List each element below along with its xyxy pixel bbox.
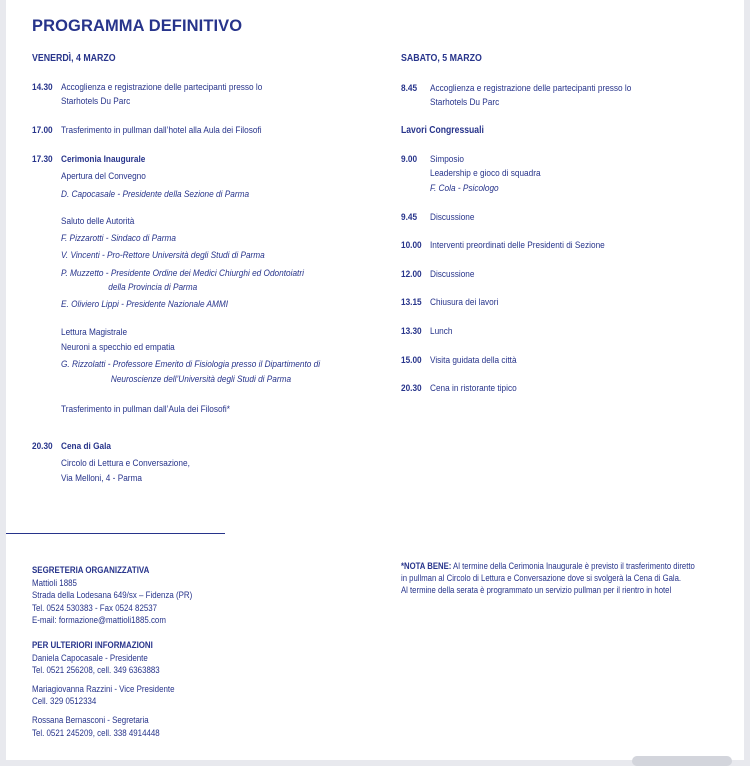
entry-title: Cena di Gala — [61, 441, 111, 452]
nota-bene — [401, 560, 695, 596]
phone-fax: Tel. 0524 530383 - Fax 0524 82537 — [32, 602, 158, 613]
entry-text: Simposio — [430, 154, 464, 165]
note-label: *NOTA BENE: — [401, 561, 452, 571]
speaker: P. Muzzetto - Presidente Ordine dei Medici Chiurghi ed Odontoiatri — [61, 267, 304, 279]
section-heading: Lavori Congressuali — [401, 125, 484, 136]
entry-text: Circolo di Lettura e Conversazione, — [61, 458, 190, 470]
speaker: V. Vincenti - Pro-Rettore Università degli Studi di Parma — [61, 250, 265, 262]
company-name: Mattioli 1885 — [32, 577, 77, 588]
contact-name: Mariagiovanna Razzini - Vice Presidente — [32, 683, 175, 694]
contact-phone: Tel. 0521 245209, cell. 338 4914448 — [32, 727, 160, 738]
page-tab-decoration — [632, 756, 732, 766]
speaker: F. Cola - Psicologo — [430, 182, 499, 194]
divider — [6, 533, 225, 534]
info-title: PER ULTERIORI INFORMAZIONI — [32, 640, 153, 650]
entry-time: 14.30 — [32, 82, 53, 93]
entry-time: 17.30 — [32, 154, 53, 165]
entry-time: 9.45 — [401, 212, 418, 223]
speaker: F. Pizzarotti - Sindaco di Parma — [61, 233, 176, 245]
secretariat-block — [32, 564, 192, 627]
entry-text: Discussione — [430, 212, 475, 223]
entry-text: Accoglienza e registrazione delle partecipanti presso lo — [430, 83, 632, 94]
entry-text: Via Melloni, 4 - Parma — [61, 472, 143, 484]
contact-phone: Cell. 329 0512334 — [32, 696, 97, 707]
entry-text: Visita guidata della città — [430, 355, 517, 366]
note-text: Al termine della Cerimonia Inaugurale è previsto il trasferimento diretto — [453, 561, 695, 571]
entry-text: Neuroni a specchio ed empatia — [61, 341, 175, 353]
entry-title: Cerimonia Inaugurale — [61, 154, 146, 165]
entry-time: 20.30 — [401, 383, 422, 394]
entry-text: Cena in ristorante tipico — [430, 383, 517, 394]
friday-column — [32, 0, 382, 500]
saturday-heading: SABATO, 5 MARZO — [401, 53, 482, 64]
speaker: G. Rizzolatti - Professore Emerito di Fisiologia presso il Dipartimento di — [61, 359, 321, 371]
note-text: Al termine della serata è programmato un servizio pullman per il rientro in hotel — [401, 585, 672, 595]
entry-text: Saluto delle Autorità — [61, 215, 135, 227]
entry-text: Accoglienza e registrazione delle partecipanti presso lo — [61, 82, 263, 93]
entry-time: 10.00 — [401, 240, 422, 251]
contact-phone: Tel. 0521 256208, cell. 349 6363883 — [32, 665, 160, 676]
speaker: della Provincia di Parma — [108, 282, 198, 294]
contact-name: Daniela Capocasale - Presidente — [32, 652, 148, 663]
entry-time: 13.30 — [401, 326, 422, 337]
program-page — [6, 0, 744, 760]
entry-time: 20.30 — [32, 441, 53, 452]
entry-text: Trasferimento in pullman dall’Aula dei Filosofi* — [61, 403, 230, 415]
secretariat-title: SEGRETERIA ORGANIZZATIVA — [32, 565, 150, 575]
entry-text: Chiusura dei lavori — [430, 297, 499, 308]
saturday-column — [401, 0, 741, 420]
entry-text: Discussione — [430, 269, 475, 280]
entry-time: 8.45 — [401, 83, 418, 94]
note-text: in pullman al Circolo di Lettura e Conversazione dove si svolgerà la Cena di Gala. — [401, 573, 682, 583]
entry-text: Starhotels Du Parc — [61, 96, 131, 108]
entry-text: Lunch — [430, 326, 453, 337]
entry-time: 13.15 — [401, 297, 422, 308]
contact-name: Rossana Bernasconi - Segretaria — [32, 714, 149, 725]
entry-text: Trasferimento in pullman dall’hotel alla Aula dei Filosofi — [61, 125, 262, 136]
entry-text: Leadership e gioco di squadra — [430, 168, 541, 180]
page-title: PROGRAMMA DEFINITIVO — [32, 16, 243, 35]
entry-time: 15.00 — [401, 355, 422, 366]
entry-time: 17.00 — [32, 125, 53, 136]
speaker: Neuroscienze dell’Università degli Studi di Parma — [110, 373, 292, 385]
entry-text: Interventi preordinati delle Presidenti di Sezione — [430, 240, 605, 251]
entry-time: 12.00 — [401, 269, 422, 280]
entry-time: 9.00 — [401, 154, 418, 165]
entry-text: Apertura del Convegno — [61, 171, 146, 183]
entry-text: Starhotels Du Parc — [430, 97, 500, 109]
info-block — [32, 639, 174, 739]
friday-heading: VENERDÌ, 4 MARZO — [32, 53, 116, 64]
email: E-mail: formazione@mattioli1885.com — [32, 615, 166, 626]
entry-text: Lettura Magistrale — [61, 326, 128, 338]
speaker: D. Capocasale - Presidente della Sezione di Parma — [61, 188, 250, 200]
speaker: E. Oliviero Lippi - Presidente Nazionale AMMI — [61, 299, 229, 311]
address: Strada della Lodesana 649/sx – Fidenza (PR) — [32, 590, 193, 601]
